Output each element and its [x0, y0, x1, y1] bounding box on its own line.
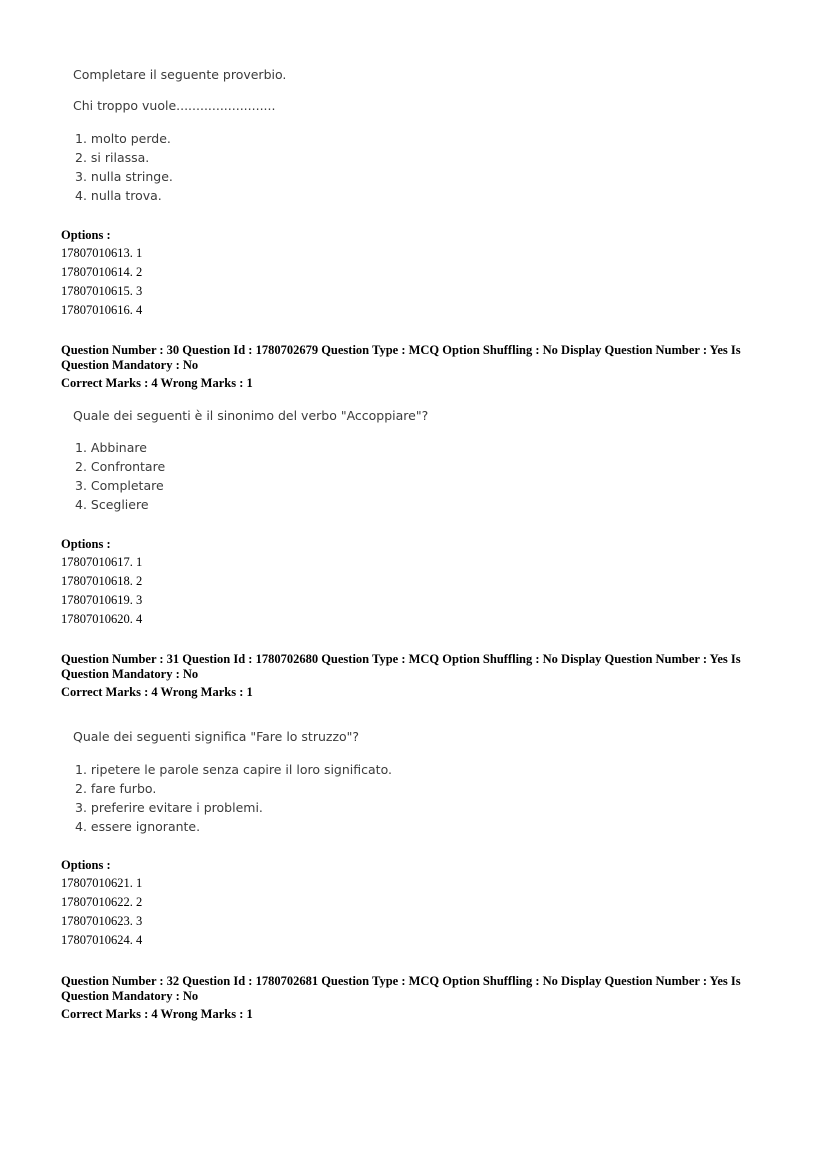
- question-header-line: Question Mandatory : No: [61, 358, 199, 372]
- question-header-line: Question Number : 32 Question Id : 1780702681 Question Type : MCQ Option Shuffling : No Display Question Number : Yes Is: [61, 974, 741, 988]
- question-header: [61, 343, 761, 391]
- question-header-line: Question Mandatory : No: [61, 667, 199, 681]
- choice-item: 1. Abbinare: [75, 440, 147, 455]
- option-id: 17807010618. 2: [61, 574, 143, 588]
- choice-item: 1. ripetere le parole senza capire il loro significato.: [75, 762, 392, 777]
- question-prompt: Quale dei seguenti significa "Fare lo struzzo"?: [73, 729, 360, 744]
- option-id: 17807010614. 2: [61, 265, 143, 279]
- choice-item: 4. nulla trova.: [75, 188, 162, 203]
- choice-item: 2. Confrontare: [75, 459, 166, 474]
- choice-item: 2. si rilassa.: [75, 150, 150, 165]
- option-id: 17807010613. 1: [61, 246, 143, 260]
- question-prompt: Quale dei seguenti è il sinonimo del verbo "Accoppiare"?: [73, 408, 429, 423]
- options-list: [61, 244, 142, 320]
- question-prompt: Completare il seguente proverbio.: [73, 67, 287, 82]
- option-id: 17807010616. 4: [61, 303, 143, 317]
- question-header-line: Question Number : 31 Question Id : 1780702680 Question Type : MCQ Option Shuffling : No Display Question Number : Yes Is: [61, 652, 741, 666]
- option-id: 17807010619. 3: [61, 593, 143, 607]
- option-id: 17807010622. 2: [61, 895, 143, 909]
- choice-item: 3. nulla stringe.: [75, 169, 173, 184]
- choice-item: 4. Scegliere: [75, 497, 149, 512]
- question-header: [61, 974, 761, 1022]
- question-header-line: Question Mandatory : No: [61, 989, 199, 1003]
- option-id: 17807010615. 3: [61, 284, 143, 298]
- answer-choices: [75, 760, 392, 836]
- marks-line: Correct Marks : 4 Wrong Marks : 1: [61, 1007, 253, 1021]
- options-label: Options :: [61, 858, 111, 872]
- option-id: 17807010617. 1: [61, 555, 143, 569]
- marks-line: Correct Marks : 4 Wrong Marks : 1: [61, 685, 253, 699]
- option-id: 17807010621. 1: [61, 876, 143, 890]
- options-label: Options :: [61, 537, 111, 551]
- choice-item: 2. fare furbo.: [75, 781, 157, 796]
- choice-item: 1. molto perde.: [75, 131, 171, 146]
- question-header: [61, 652, 761, 700]
- option-id: 17807010620. 4: [61, 612, 143, 626]
- options-list: [61, 874, 142, 950]
- question-header-line: Question Number : 30 Question Id : 1780702679 Question Type : MCQ Option Shuffling : No Display Question Number : Yes Is: [61, 343, 741, 357]
- answer-choices: [75, 438, 165, 514]
- options-list: [61, 553, 142, 629]
- choice-item: 3. Completare: [75, 478, 164, 493]
- option-id: 17807010624. 4: [61, 933, 143, 947]
- choice-item: 4. essere ignorante.: [75, 819, 201, 834]
- options-label: Options :: [61, 228, 111, 242]
- marks-line: Correct Marks : 4 Wrong Marks : 1: [61, 376, 253, 390]
- option-id: 17807010623. 3: [61, 914, 143, 928]
- proverb-sentence: Chi troppo vuole.........................: [73, 98, 276, 113]
- choice-item: 3. preferire evitare i problemi.: [75, 800, 263, 815]
- answer-choices: [75, 129, 173, 205]
